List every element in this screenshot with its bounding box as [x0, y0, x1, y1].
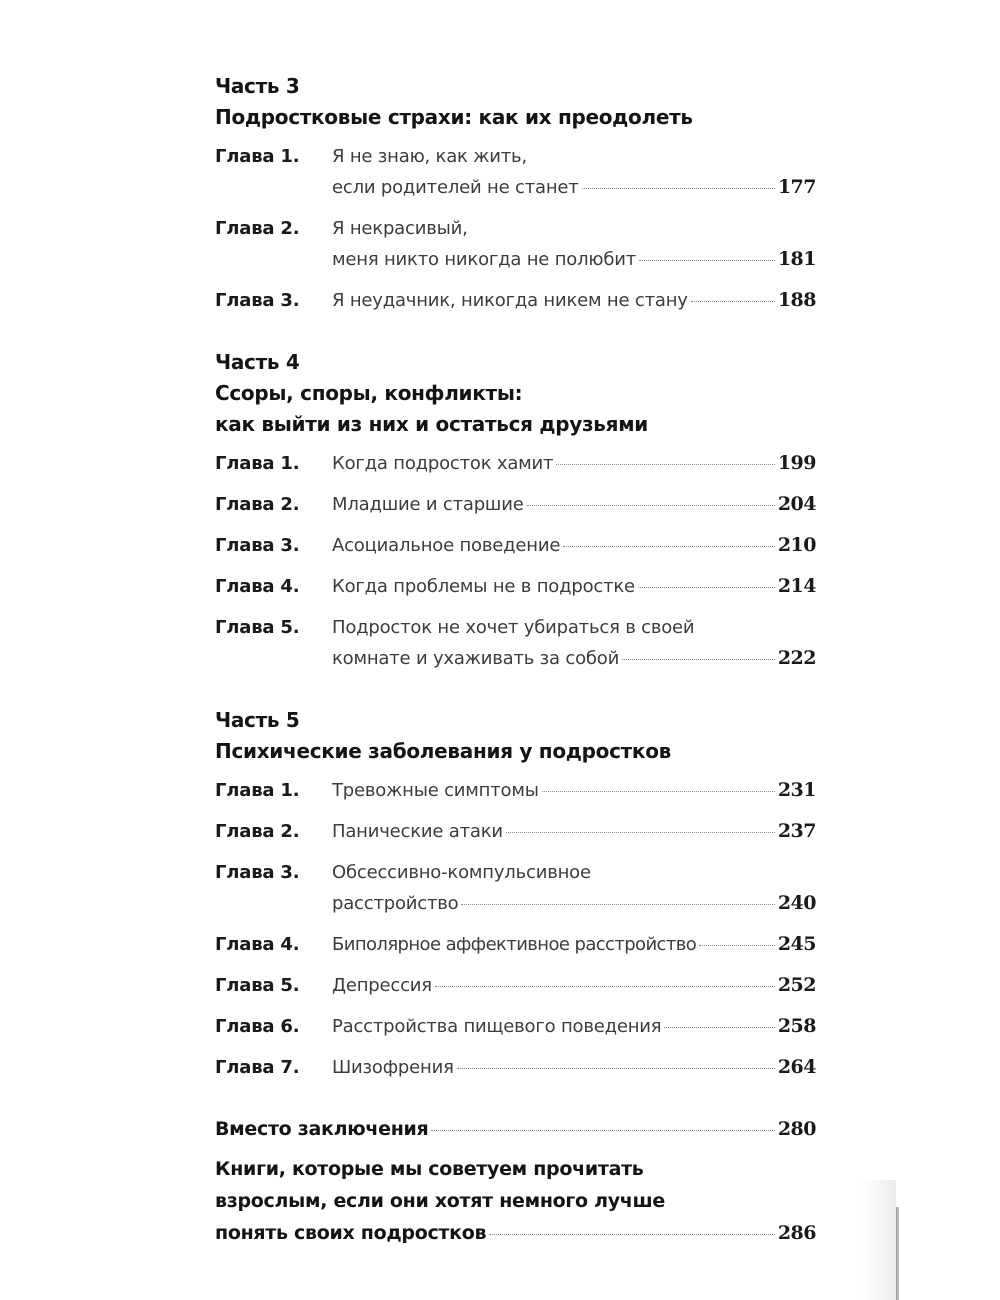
dot-leader [699, 945, 775, 946]
chapter-title [332, 1052, 816, 1083]
chapter-title-line: меня никто никогда не полюбит [332, 249, 637, 270]
chapter-title [332, 530, 816, 561]
chapter-title [332, 141, 816, 203]
page-number: 252 [777, 974, 816, 996]
page-number: 210 [777, 534, 816, 556]
dot-leader [542, 791, 775, 792]
table-of-contents [215, 70, 816, 1257]
dot-leader [457, 1068, 775, 1069]
page-number: 222 [777, 647, 816, 669]
chapter-title-line: Тревожные симптомы [332, 780, 539, 801]
dot-leader [563, 546, 775, 547]
chapter-title [332, 775, 816, 806]
dot-leader [527, 505, 775, 506]
chapter-title-line: Биполярное аффективное расстройство [332, 934, 697, 955]
toc-entry[interactable] [215, 213, 816, 275]
toc-part-3 [215, 70, 816, 316]
chapter-title [332, 1011, 816, 1042]
chapter-title-line: Расстройства пищевого поведения [332, 1016, 662, 1037]
part-title [215, 736, 816, 767]
chapter-number: Глава 1. [215, 780, 300, 801]
chapter-number: Глава 6. [215, 1016, 300, 1037]
dot-leader [691, 301, 775, 302]
part-title-line: Ссоры, споры, конфликты: [215, 381, 523, 405]
chapter-title [332, 929, 816, 960]
dot-leader [489, 1234, 775, 1235]
chapter-list [215, 141, 816, 316]
page-number: 280 [777, 1118, 816, 1140]
chapter-title-line: расстройство [332, 893, 459, 914]
chapter-number: Глава 3. [215, 535, 300, 556]
toc-entry[interactable] [215, 1052, 816, 1083]
chapter-title [332, 612, 816, 674]
chapter-title [332, 213, 816, 275]
page-edge-shadow [860, 1180, 896, 1300]
dot-leader [638, 587, 775, 588]
part-title-line: Психические заболевания у подростков [215, 739, 671, 763]
dot-leader [639, 260, 775, 261]
toc-entry[interactable] [215, 816, 816, 847]
chapter-title-line: Панические атаки [332, 821, 503, 842]
chapter-list [215, 448, 816, 674]
chapter-number: Глава 2. [215, 494, 300, 515]
chapter-title-line: Я некрасивый, [332, 218, 468, 239]
chapter-number: Глава 2. [215, 821, 300, 842]
page-number: 237 [777, 820, 816, 842]
chapter-title-line: Обсессивно-компульсивное [332, 862, 591, 883]
chapter-title [332, 489, 816, 520]
toc-part-5 [215, 704, 816, 1083]
chapter-title-line: Я не знаю, как жить, [332, 146, 527, 167]
chapter-title-line: Когда проблемы не в подростке [332, 576, 635, 597]
part-title [215, 378, 816, 440]
page-number: 204 [777, 493, 816, 515]
dot-leader [435, 986, 775, 987]
toc-entry[interactable] [215, 530, 816, 561]
chapter-title [332, 448, 816, 479]
toc-entry[interactable] [215, 857, 816, 919]
page-number: 199 [777, 452, 816, 474]
page-number: 240 [777, 892, 816, 914]
toc-entry[interactable] [215, 571, 816, 602]
chapter-title [332, 816, 816, 847]
toc-entry[interactable] [215, 448, 816, 479]
dot-leader [431, 1130, 774, 1131]
toc-entry[interactable] [215, 489, 816, 520]
toc-entry[interactable] [215, 612, 816, 674]
chapter-title-line: если родителей не станет [332, 177, 579, 198]
dot-leader [664, 1027, 774, 1028]
chapter-title-line: комнате и ухаживать за собой [332, 648, 620, 669]
dot-leader [582, 188, 775, 189]
page-number: 214 [777, 575, 816, 597]
chapter-number: Глава 3. [215, 290, 300, 311]
page-number: 258 [777, 1015, 816, 1037]
page-number: 245 [777, 933, 816, 955]
chapter-number: Глава 4. [215, 934, 300, 955]
entry-title-line: Книги, которые мы советуем прочитать [215, 1158, 644, 1180]
part-title-line: Подростковые страхи: как их преодолеть [215, 105, 693, 129]
toc-back-matter [215, 1113, 816, 1249]
chapter-title-line: Когда подросток хамит [332, 453, 554, 474]
entry-title-line: понять своих подростков [215, 1222, 487, 1244]
chapter-number: Глава 2. [215, 218, 300, 239]
entry-title-line: взрослым, если они хотят немного лучше [215, 1190, 666, 1212]
toc-entry[interactable] [215, 970, 816, 1001]
toc-entry[interactable] [215, 141, 816, 203]
chapter-number: Глава 7. [215, 1057, 300, 1078]
chapter-list [215, 775, 816, 1083]
chapter-title [332, 285, 816, 316]
chapter-title-line: Асоциальное поведение [332, 535, 561, 556]
chapter-title [332, 857, 816, 919]
page-number: 286 [777, 1222, 816, 1244]
dot-leader [556, 464, 774, 465]
part-title-line: как выйти из них и остаться друзьями [215, 412, 648, 436]
chapter-title-line: Подросток не хочет убираться в своей [332, 617, 695, 638]
toc-entry[interactable] [215, 285, 816, 316]
page-number: 188 [777, 289, 816, 311]
part-label: Часть 3 [215, 74, 300, 98]
toc-entry-conclusion[interactable] [215, 1113, 816, 1145]
chapter-number: Глава 1. [215, 453, 300, 474]
chapter-title-line: Депрессия [332, 975, 432, 996]
toc-part-4 [215, 346, 816, 674]
page-number: 181 [777, 248, 816, 270]
entry-title-line: Вместо заключения [215, 1118, 429, 1140]
chapter-number: Глава 1. [215, 146, 300, 167]
chapter-number: Глава 5. [215, 975, 300, 996]
chapter-number: Глава 5. [215, 617, 300, 638]
toc-entry-recommended-books[interactable] [215, 1153, 816, 1249]
dot-leader [622, 659, 775, 660]
chapter-title [332, 970, 816, 1001]
chapter-number: Глава 4. [215, 576, 300, 597]
chapter-title-line: Младшие и старшие [332, 494, 524, 515]
part-label: Часть 5 [215, 708, 300, 732]
page-number: 264 [777, 1056, 816, 1078]
dot-leader [506, 832, 775, 833]
toc-entry[interactable] [215, 775, 816, 806]
dot-leader [461, 904, 774, 905]
page-edge [896, 1207, 899, 1300]
toc-entry[interactable] [215, 1011, 816, 1042]
chapter-title-line: Я неудачник, никогда никем не стану [332, 290, 688, 311]
page-number: 231 [777, 779, 816, 801]
chapter-title-line: Шизофрения [332, 1057, 454, 1078]
part-title [215, 102, 816, 133]
chapter-number: Глава 3. [215, 862, 300, 883]
chapter-title [332, 571, 816, 602]
page-number: 177 [777, 176, 816, 198]
toc-entry[interactable] [215, 929, 816, 960]
part-label: Часть 4 [215, 350, 300, 374]
